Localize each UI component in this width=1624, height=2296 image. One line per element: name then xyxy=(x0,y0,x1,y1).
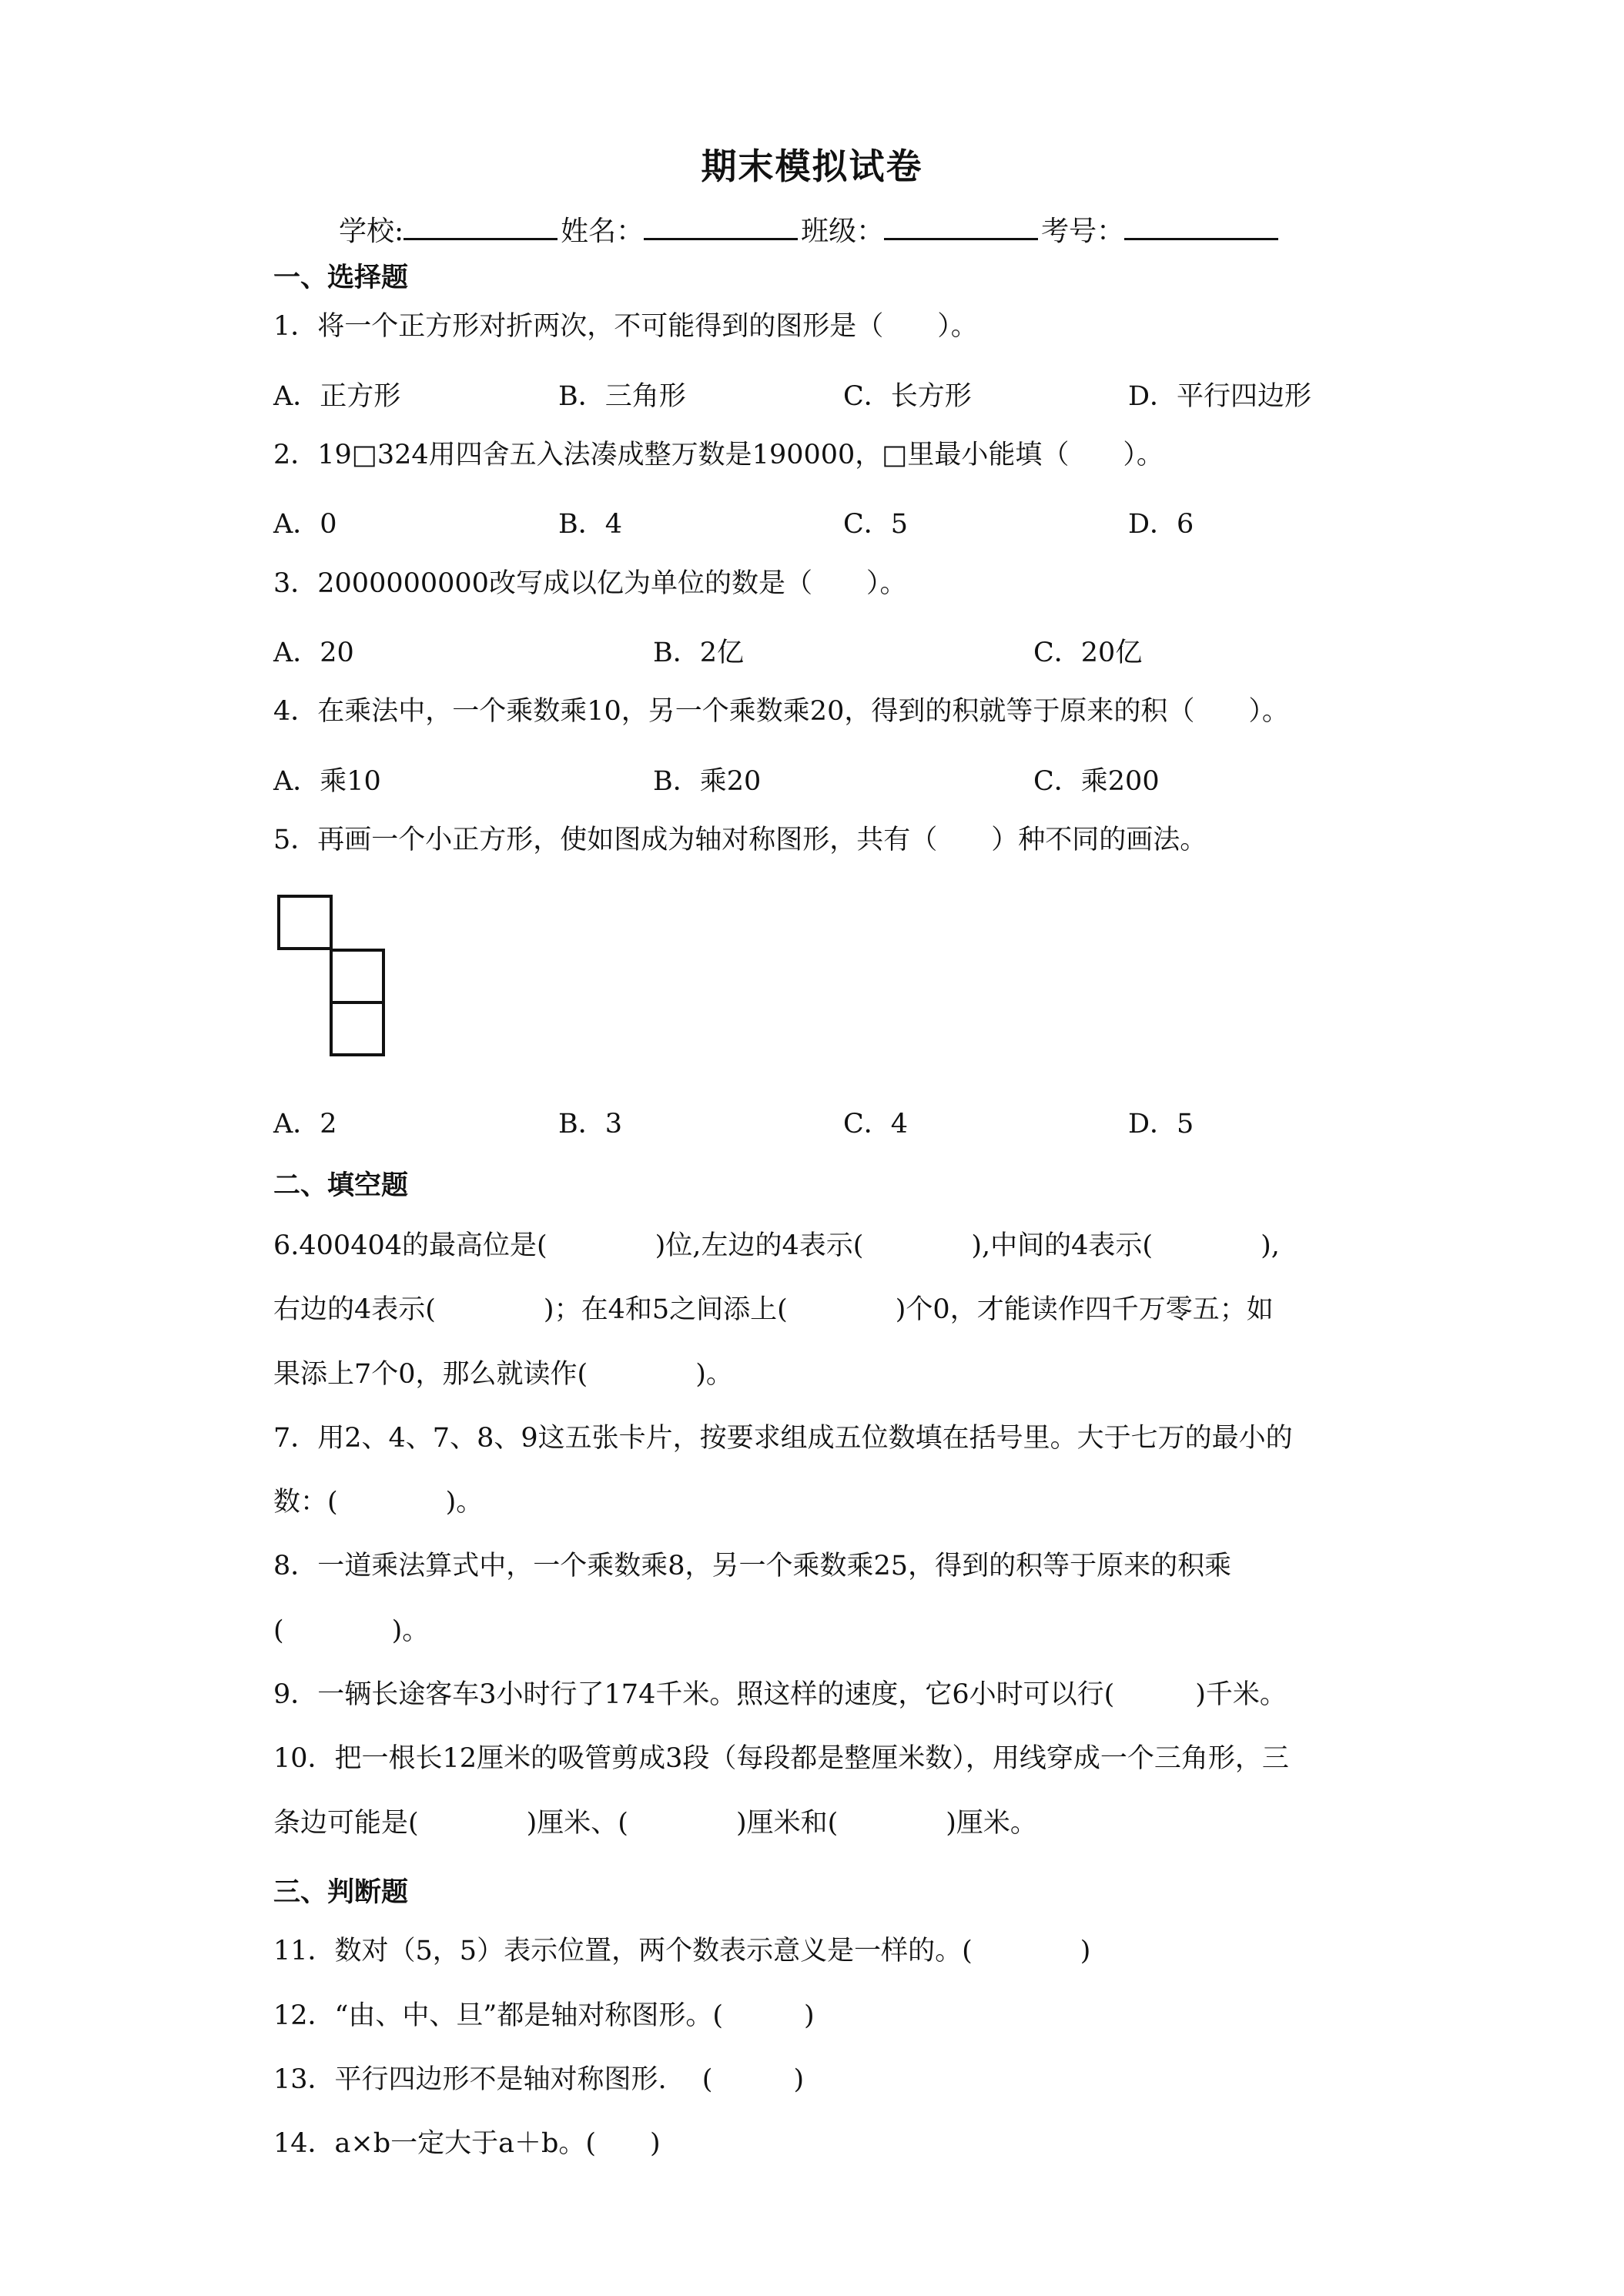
question-1: 1．将一个正方形对折两次，不可能得到的图形是（ ）。 xyxy=(273,311,978,342)
question-11: 11．数对（5，5）表示位置，两个数表示意义是一样的。( ) xyxy=(273,1936,1091,1966)
question-6-line-3: 果添上7个0，那么就读作( )。 xyxy=(273,1359,733,1390)
q3-option-a: A．20 xyxy=(273,638,354,668)
q4-option-c: C．乘200 xyxy=(1033,766,1160,797)
q4-option-b: B．乘20 xyxy=(653,766,762,797)
exam-no-blank[interactable] xyxy=(1124,215,1278,240)
q1-option-a: A．正方形 xyxy=(273,381,401,412)
q1-option-b: B．三角形 xyxy=(558,381,686,412)
class-blank[interactable] xyxy=(884,215,1038,240)
q2-option-d: D．6 xyxy=(1128,509,1194,540)
q5-option-c: C．4 xyxy=(843,1109,909,1140)
figure-square-top xyxy=(279,896,331,949)
question-10-line-2: 条边可能是( )厘米、( )厘米和( )厘米。 xyxy=(273,1808,1037,1839)
question-13: 13．平行四边形不是轴对称图形. ( ) xyxy=(273,2064,805,2095)
name-label: 姓名： xyxy=(561,216,645,247)
exam-no-label: 考号： xyxy=(1041,216,1125,247)
q2-option-c: C．5 xyxy=(843,509,909,540)
q5-option-a: A．2 xyxy=(273,1109,337,1140)
question-10-line-1: 10．把一根长12厘米的吸管剪成3段（每段都是整厘米数），用线穿成一个三角形，三 xyxy=(273,1743,1289,1774)
question-5: 5．再画一个小正方形，使如图成为轴对称图形，共有（ ）种不同的画法。 xyxy=(273,825,1207,855)
school-label: 学校: xyxy=(339,216,404,247)
q3-option-b: B．2亿 xyxy=(653,638,744,668)
q1-option-d: D．平行四边形 xyxy=(1128,381,1312,412)
q4-option-a: A．乘10 xyxy=(273,766,381,797)
question-3: 3．2000000000改写成以亿为单位的数是（ ）。 xyxy=(273,568,907,599)
page-title: 期末模拟试卷 xyxy=(701,146,923,187)
figure-square-middle xyxy=(331,950,383,1002)
section-choice: 一、选择题 xyxy=(273,263,409,293)
question-9: 9．一辆长途客车3小时行了174千米。照这样的速度，它6小时可以行( )千米。 xyxy=(273,1679,1287,1710)
question-7-line-2: 数：( )。 xyxy=(273,1487,484,1518)
class-label: 班级： xyxy=(801,216,885,247)
q2-option-b: B．4 xyxy=(558,509,622,540)
student-info-line xyxy=(339,209,1281,249)
q1-option-c: C．长方形 xyxy=(843,381,972,412)
question-4: 4．在乘法中，一个乘数乘10，另一个乘数乘20，得到的积就等于原来的积（ ）。 xyxy=(273,696,1289,727)
q2-option-a: A．0 xyxy=(273,509,337,540)
q3-option-c: C．20亿 xyxy=(1033,638,1143,668)
figure-square-bottom xyxy=(331,1002,383,1055)
question-6-line-2: 右边的4表示( )；在4和5之间添上( )个0，才能读作四千万零五；如 xyxy=(273,1294,1274,1325)
school-blank[interactable] xyxy=(403,215,558,240)
question-2: 2．19□324用四舍五入法凑成整万数是190000，□里最小能填（ ）。 xyxy=(273,440,1164,470)
question-12: 12．“由、中、旦”都是轴对称图形。( ) xyxy=(273,2000,815,2031)
section-true-false: 三、判断题 xyxy=(273,1877,409,1908)
question-8-line-1: 8．一道乘法算式中，一个乘数乘8，另一个乘数乘25，得到的积等于原来的积乘 xyxy=(273,1551,1232,1581)
question-8-line-2: ( )。 xyxy=(273,1615,430,1646)
q5-option-b: B．3 xyxy=(558,1109,622,1140)
section-fill-blank: 二、填空题 xyxy=(273,1170,409,1201)
name-blank[interactable] xyxy=(644,215,798,240)
question-7-line-1: 7．用2、4、7、8、9这五张卡片，按要求组成五位数填在括号里。大于七万的最小的 xyxy=(273,1423,1293,1454)
question-6-line-1: 6.400404的最高位是( )位,左边的4表示( ),中间的4表示( ), xyxy=(273,1230,1280,1261)
question-14: 14．a×b一定大于a＋b。( ) xyxy=(273,2128,661,2159)
three-squares-figure xyxy=(277,895,393,1064)
q5-option-d: D．5 xyxy=(1128,1109,1194,1140)
